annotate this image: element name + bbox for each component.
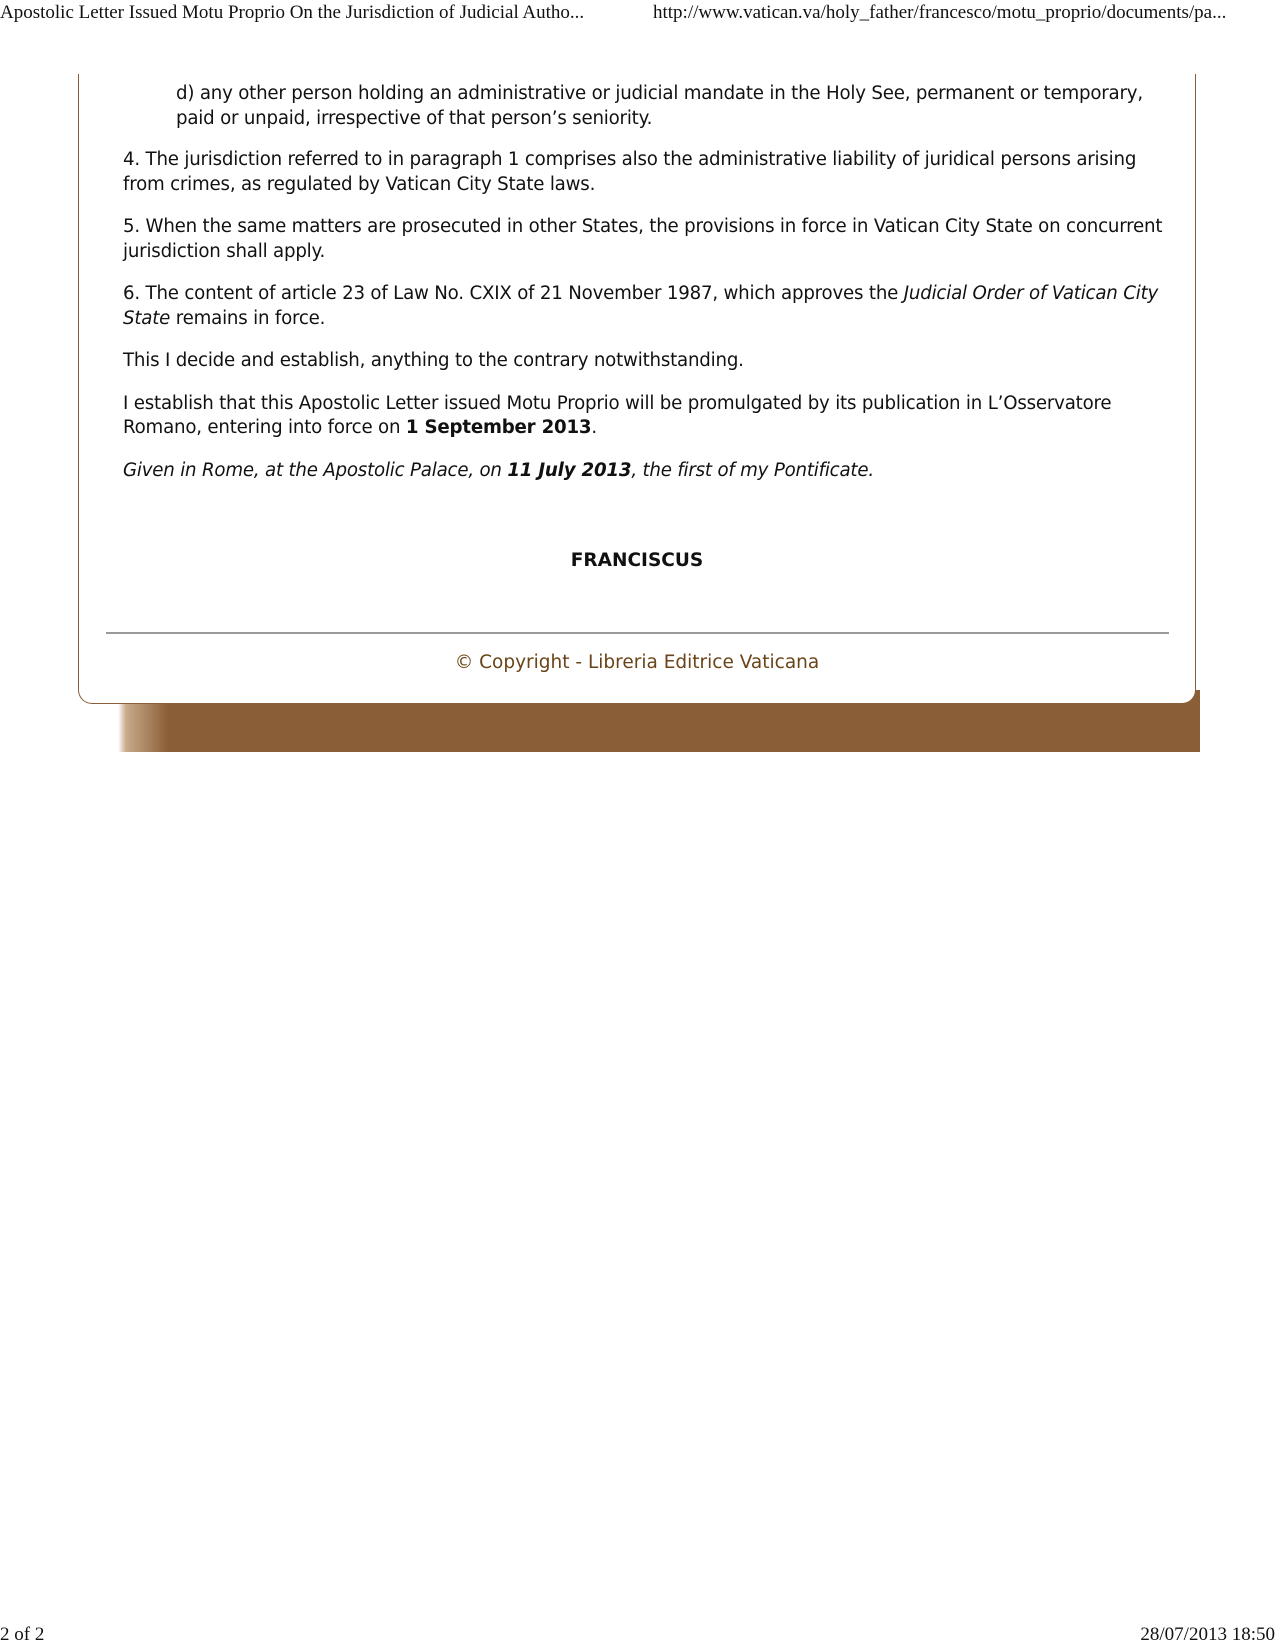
list-item-d: d) any other person holding an administrative or judicial mandate in the Holy See, permanent or temporary, paid or unpaid, irrespective of that person’s seniority. — [176, 83, 1143, 129]
promulgation-paragraph — [123, 392, 1163, 441]
given-text: Given in Rome, at the Apostolic Palace, on — [123, 459, 508, 481]
print-page-title: Apostolic Letter Issued Motu Proprio On the Jurisdiction of Judicial Autho... — [0, 2, 585, 23]
page-number: 2 of 2 — [0, 1624, 45, 1645]
document-body — [123, 82, 1163, 501]
content-panel — [78, 74, 1196, 704]
given-paragraph — [123, 459, 1163, 484]
paragraph-6 — [123, 282, 1163, 331]
promulgation-text: I establish that this Apostolic Letter issued Motu Proprio will be promulgated by its publication in L’Osservatore Romano, entering into force on — [123, 392, 1112, 438]
print-datetime: 28/07/2013 18:50 — [1140, 1624, 1275, 1645]
signature: FRANCISCUS — [570, 550, 704, 571]
promulgation-date: 1 September 2013 — [405, 417, 592, 438]
paragraph-5: 5. When the same matters are prosecuted in other States, the provisions in force in Vatican City State on concurrent jurisdiction shall apply. — [123, 216, 1163, 262]
paragraph-6-text: 6. The content of article 23 of Law No. CXIX of 21 November 1987, which approves the — [123, 283, 904, 304]
given-date: 11 July 2013 — [507, 459, 632, 481]
given-suffix: , the first of my Pontificate. — [631, 459, 874, 481]
divider — [106, 632, 1169, 634]
paragraph-6-suffix: remains in force. — [170, 307, 326, 329]
judicial-order-title: Judicial Order of Vatican City State — [123, 283, 1159, 329]
paragraph-4: 4. The jurisdiction referred to in paragraph 1 comprises also the administrative liability of juridical persons arising from crimes, as regulated by Vatican City State laws. — [123, 149, 1137, 195]
print-page-url: http://www.vatican.va/holy_father/francesco/motu_proprio/documents/pa... — [653, 2, 1227, 23]
decision-statement: This I decide and establish, anything to the contrary notwithstanding. — [123, 350, 744, 371]
promulgation-suffix: . — [591, 417, 597, 438]
print-header — [0, 2, 1275, 26]
print-footer — [0, 1622, 1275, 1650]
copyright-link[interactable]: © Copyright - Libreria Editrice Vaticana — [454, 652, 820, 673]
